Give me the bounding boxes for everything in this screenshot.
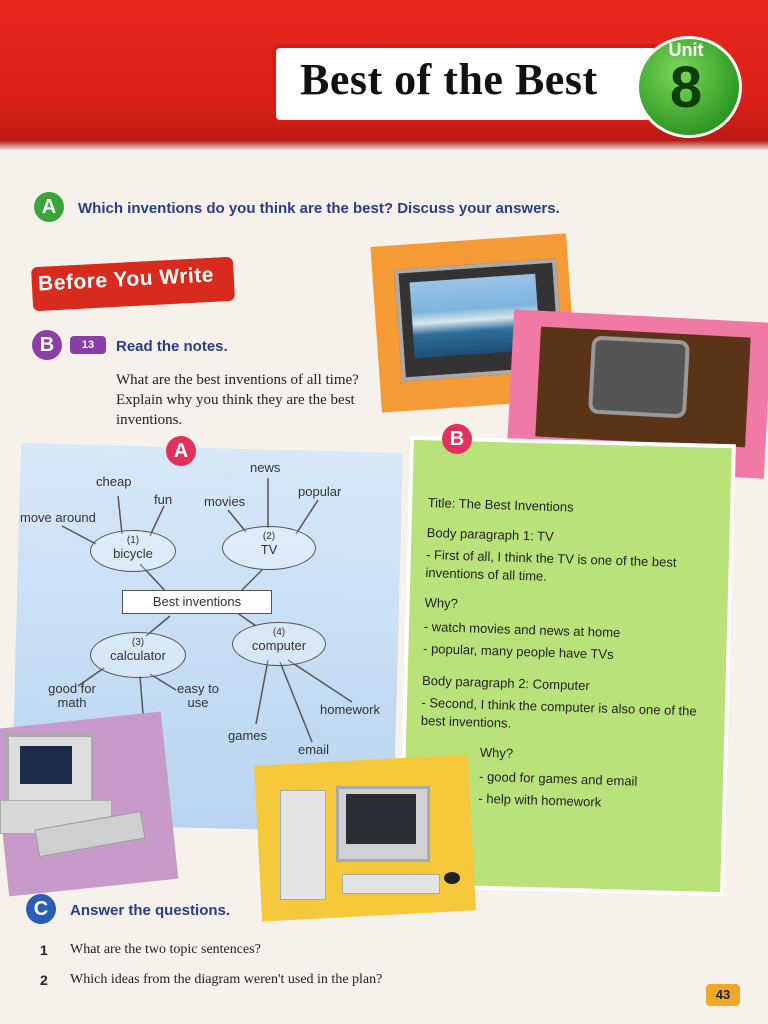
section-a-badge: A xyxy=(34,192,64,222)
body2-sentence: - Second, I think the computer is also one of the best inventions. xyxy=(420,694,697,731)
keyboard-icon xyxy=(342,874,440,894)
audio-track-icon[interactable]: 13 xyxy=(70,336,106,354)
section-b-badge: B xyxy=(32,330,62,360)
node-bicycle xyxy=(90,530,176,572)
question-1-number: 1 xyxy=(40,942,48,958)
unit-number: 8 xyxy=(669,55,703,120)
mouse-icon xyxy=(444,872,460,884)
question-2-text: Which ideas from the diagram weren't used in the plan? xyxy=(70,972,383,987)
leaf-news: news xyxy=(250,460,281,475)
body1-sentence: - First of all, I think the TV is one of the best inventions of all time. xyxy=(425,546,677,584)
before-you-write-label: Before You Write xyxy=(37,263,215,296)
old-computer-screen xyxy=(20,746,72,784)
body1-heading: Body paragraph 1: TV xyxy=(426,524,554,544)
question-2-number: 2 xyxy=(40,972,48,988)
why2-item-2: - help with homework xyxy=(478,790,602,810)
monitor-screen xyxy=(346,794,416,844)
node-computer-label: computer xyxy=(251,638,307,653)
node-calculator-num: (3) xyxy=(131,637,145,648)
why2-label: Why? xyxy=(479,744,514,761)
why2-item-1: - good for games and email xyxy=(478,768,638,789)
node-tv-num: (2) xyxy=(262,531,276,542)
why1-item-1: - watch movies and news at home xyxy=(423,618,621,641)
node-bicycle-label: bicycle xyxy=(113,546,153,561)
leaf-easy-to-use: easy to use xyxy=(177,681,219,710)
node-tv-label: TV xyxy=(260,542,278,557)
leaf-homework: homework xyxy=(320,702,380,717)
why1-label: Why? xyxy=(424,594,459,611)
section-a-prompt: Which inventions do you think are the best? Discuss your answers. xyxy=(78,200,560,217)
leaf-cheap: cheap xyxy=(96,474,132,489)
question-1-text: What are the two topic sentences? xyxy=(70,942,261,957)
notes-title: Title: The Best Inventions xyxy=(427,494,574,515)
node-tv xyxy=(222,526,316,570)
section-b-intro: What are the best inventions of all time? Explain why you think they are the best inventions. xyxy=(116,372,359,428)
leaf-email: email xyxy=(298,742,330,757)
node-calculator xyxy=(90,632,186,678)
mind-map-tag: A xyxy=(166,436,196,466)
node-computer-num: (4) xyxy=(272,627,286,638)
section-b-prompt: Read the notes. xyxy=(116,338,228,355)
notes-tag: B xyxy=(442,424,472,454)
leaf-movies: movies xyxy=(204,494,246,509)
node-computer xyxy=(232,622,326,666)
node-bicycle-num: (1) xyxy=(126,535,140,546)
computer-tower-icon xyxy=(280,790,326,900)
leaf-fun: fun xyxy=(154,492,173,507)
page-number: 43 xyxy=(706,984,740,1006)
section-c-badge: C xyxy=(26,894,56,924)
center-best-inventions: Best inventions xyxy=(122,590,272,614)
page-title: Best of the Best xyxy=(300,55,598,104)
leaf-games: games xyxy=(228,728,268,743)
section-c-prompt: Answer the questions. xyxy=(70,902,231,919)
why1-item-2: - popular, many people have TVs xyxy=(422,640,614,662)
leaf-move-around: move around xyxy=(20,510,96,525)
leaf-popular: popular xyxy=(298,484,342,499)
node-calculator-label: calculator xyxy=(110,648,166,663)
body2-heading: Body paragraph 2: Computer xyxy=(421,672,590,694)
unit-label: Unit xyxy=(668,40,704,60)
leaf-good-for-math: good for math xyxy=(48,681,96,710)
